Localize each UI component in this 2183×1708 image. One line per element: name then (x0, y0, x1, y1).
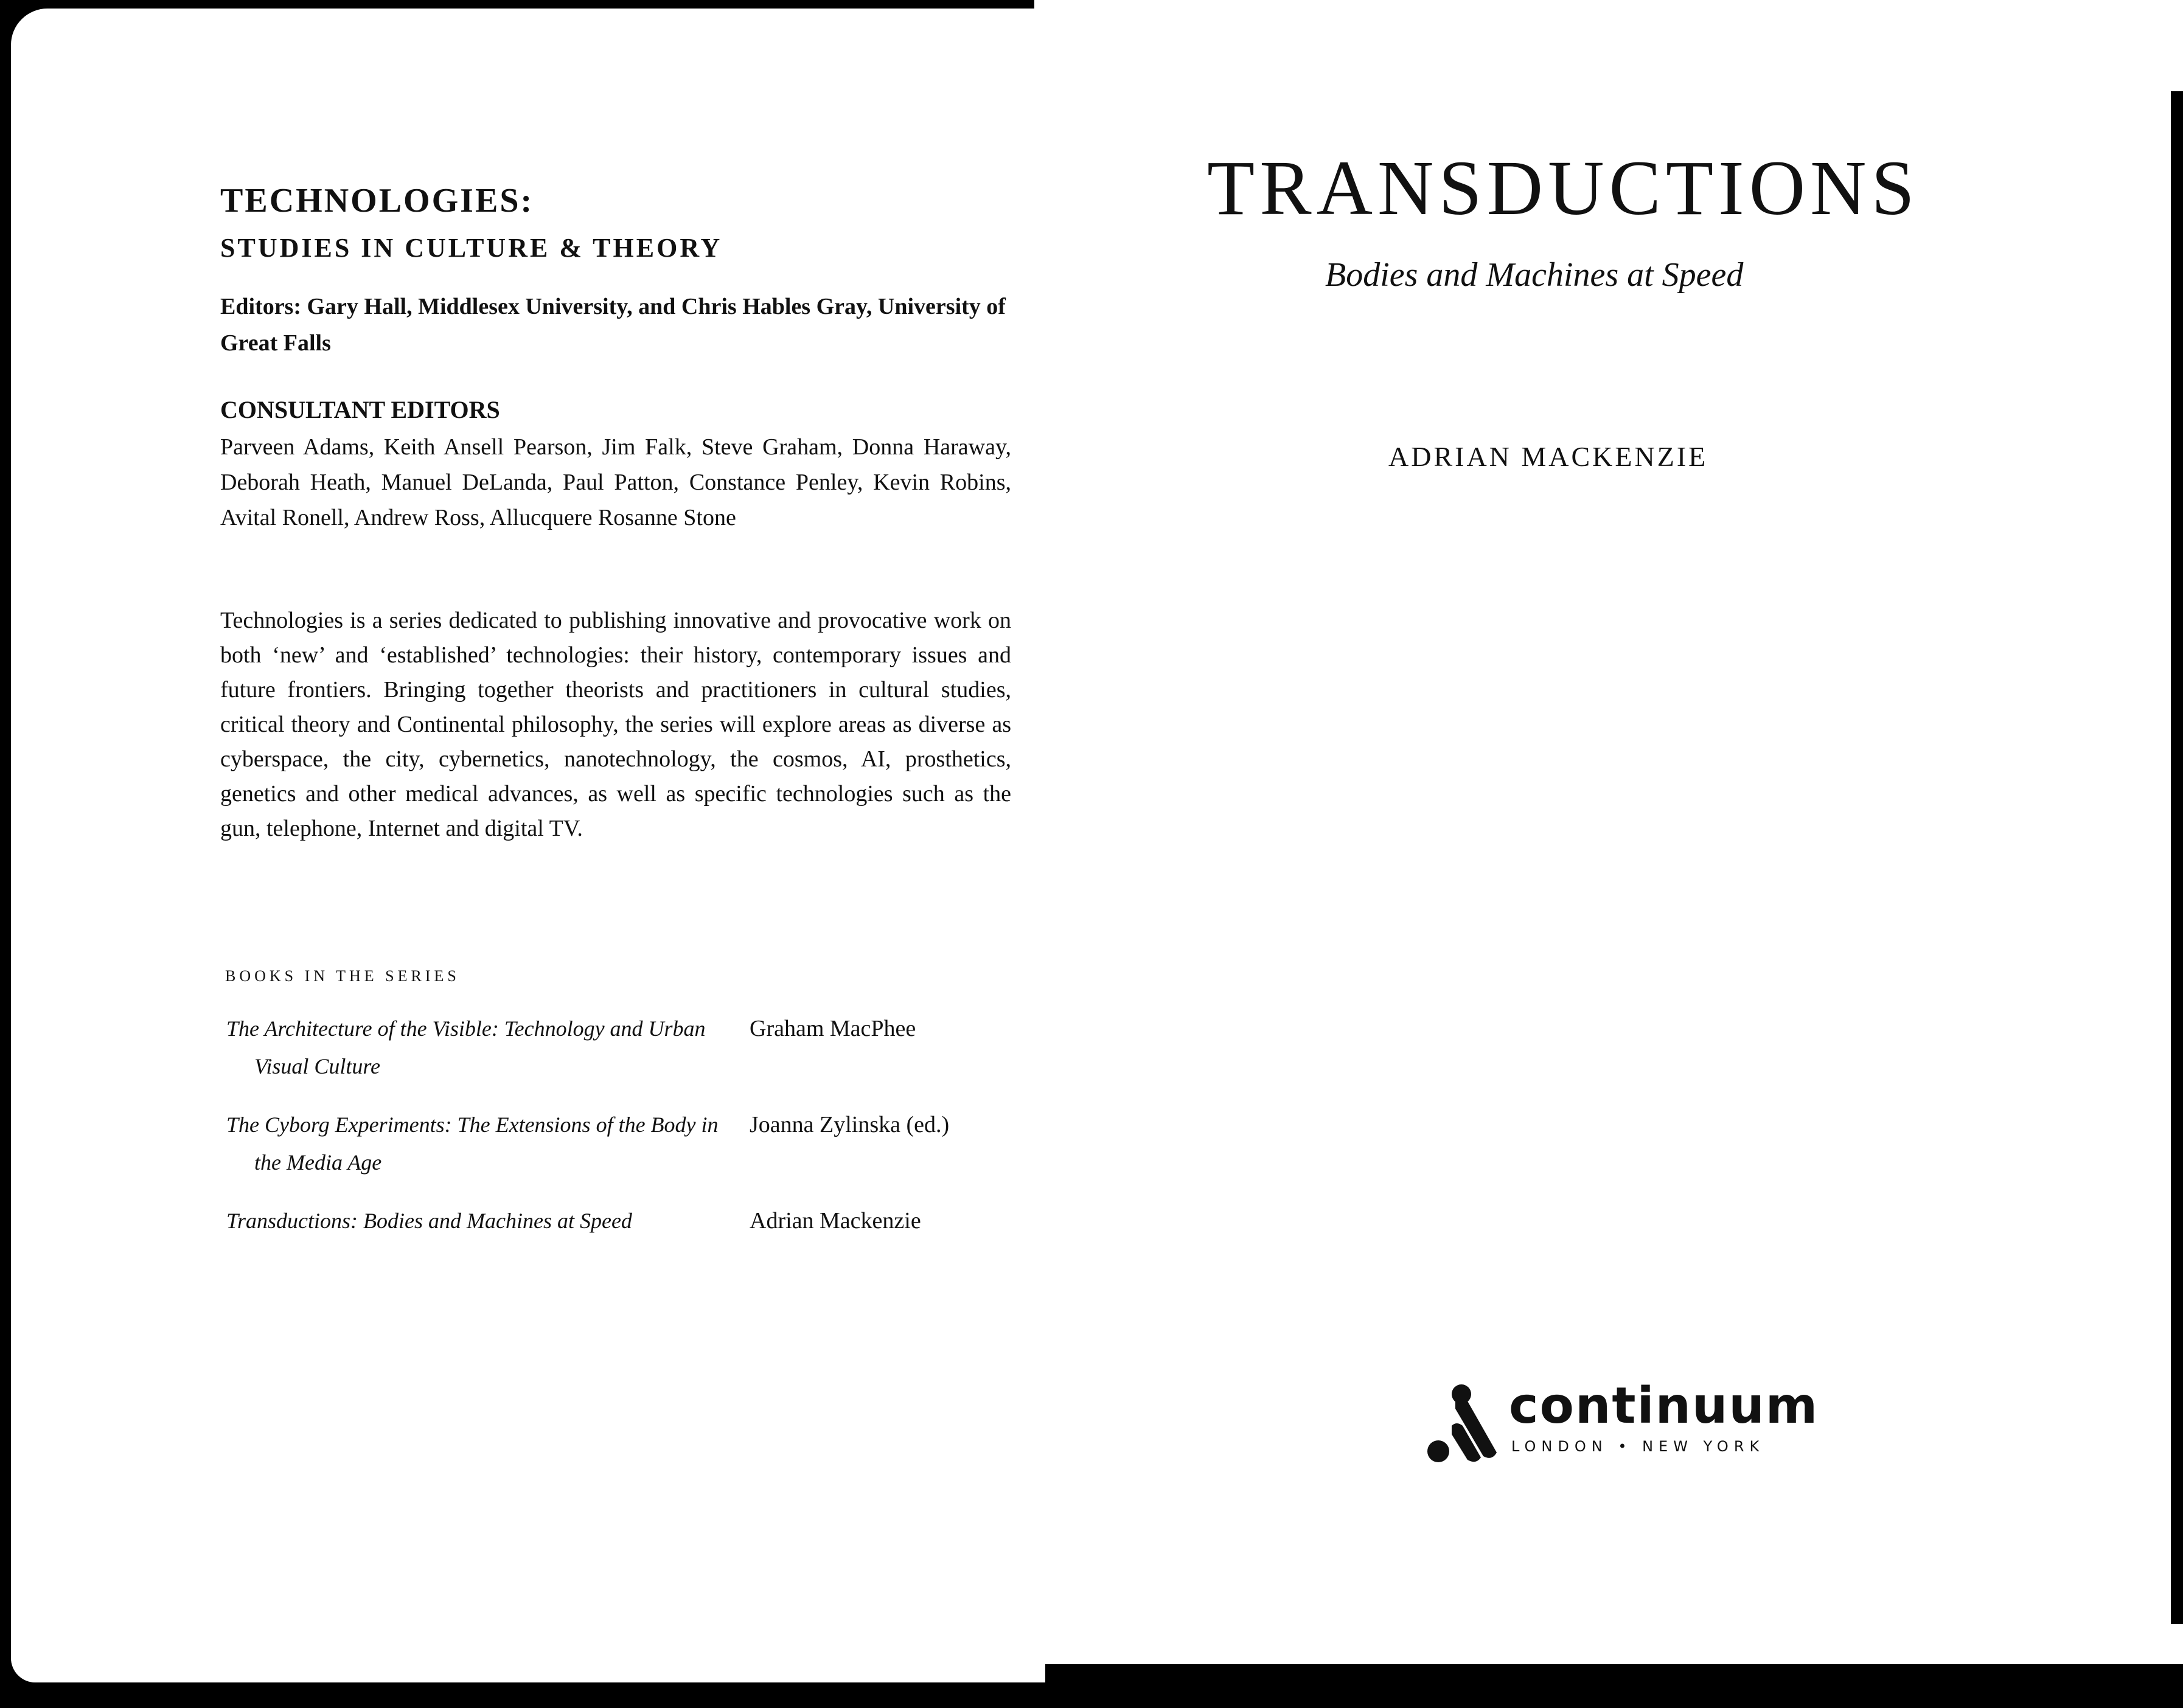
publisher-imprint (1424, 1377, 1819, 1466)
book-title: Transductions: Bodies and Machines at Speed (226, 1209, 632, 1233)
book-entry (226, 1106, 1011, 1181)
continuum-logo-icon (1424, 1381, 1503, 1466)
consultant-editors-list: Parveen Adams, Keith Ansell Pearson, Jim Falk, Steve Graham, Donna Haraway, Deborah Heath, Manuel DeLanda, Paul Patton, Constance Penley, Kevin Robins, Avital Ronell, Andrew Ross, Allucquere Rosanne Stone (220, 434, 1011, 530)
books-list (226, 1010, 1011, 1260)
book-title-main: TRANSDUCTIONS (1207, 145, 1920, 231)
book-author: Graham MacPhee (750, 1016, 916, 1041)
publisher-name: continuum (1509, 1377, 1819, 1435)
series-editors: Editors: Gary Hall, Middlesex University, and Chris Hables Gray, University of Great Falls (220, 294, 1006, 356)
books-in-series-heading: BOOKS IN THE SERIES (225, 967, 460, 985)
book-author: Joanna Zylinska (ed.) (750, 1112, 950, 1137)
book-entry (226, 1010, 1011, 1085)
series-description: Technologies is a series dedicated to publishing innovative and provocative work on both ‘new’ and ‘established’ technologies: their history, contemporary issues and future frontiers. Bringing together theorists and practitioners in cultural studies, critical theory and Continental philosophy, the series will explore areas as diverse as cyberspace, the city, cybernetics, nanotechnology, the cosmos, AI, prosthetics, genetics and other medical advances, as well as specific technologies such as the gun, telephone, Internet and digital TV. (220, 608, 1011, 841)
book-title: The Cyborg Experiments: The Extensions of the Body in the Media Age (226, 1113, 719, 1175)
publisher-places: LONDON • NEW YORK (1511, 1438, 1765, 1455)
scan-edge (2171, 91, 2183, 1624)
series-title: TECHNOLOGIES: (220, 182, 534, 220)
consultant-editors-heading: CONSULTANT EDITORS (220, 396, 500, 423)
book-subtitle: Bodies and Machines at Speed (1325, 256, 1744, 294)
book-author: Adrian Mackenzie (750, 1208, 921, 1234)
author-name: ADRIAN MACKENZIE (1388, 441, 1708, 472)
book-entry (226, 1202, 1011, 1240)
series-subtitle: STUDIES IN CULTURE & THEORY (220, 233, 723, 263)
book-title: The Architecture of the Visible: Technology and Urban Visual Culture (226, 1016, 706, 1078)
